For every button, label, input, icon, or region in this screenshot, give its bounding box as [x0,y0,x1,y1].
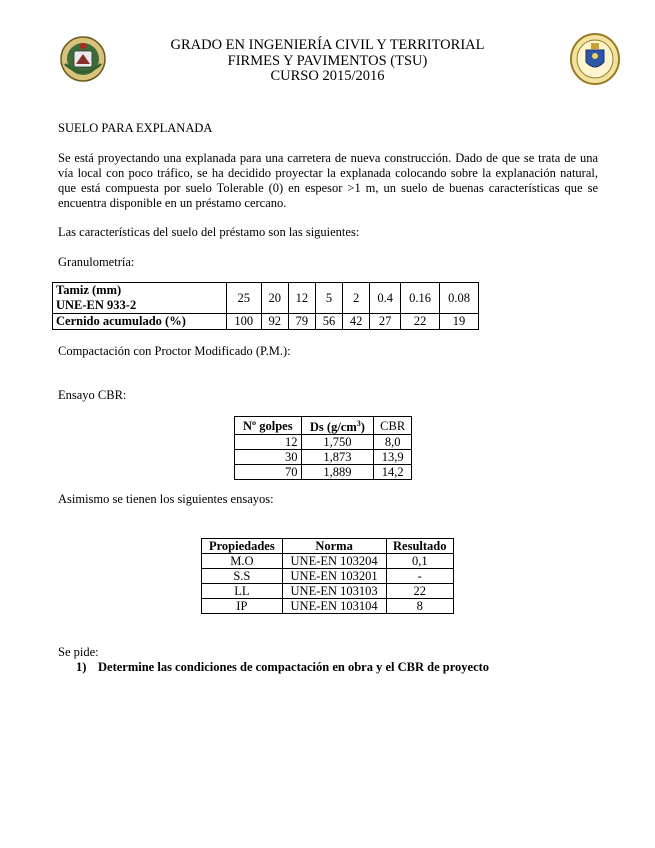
sieve-cell: 2 [343,283,370,314]
table-row [235,450,412,465]
sieve-standard-label: UNE-EN 933-2 [56,298,137,312]
property-cell: IP [202,599,283,614]
granulometry-table [52,282,479,330]
sieve-cell: 0.08 [440,283,479,314]
cbr-cell: 8,0 [374,435,412,450]
passing-cell: 56 [315,314,342,330]
table-row [202,584,454,599]
golpes-cell: 70 [235,465,302,480]
header-degree: GRADO EN INGENIERÍA CIVIL Y TERRITORIAL [170,37,485,53]
density-header-text: Ds (g/cm [309,420,357,435]
passing-cell: 42 [343,314,370,330]
sieve-cell: 12 [288,283,315,314]
table-row [202,569,454,584]
density-cell: 1,889 [301,465,374,480]
result-cell: 0,1 [386,554,453,569]
section-title: SUELO PARA EXPLANADA [58,121,213,135]
golpes-header: Nº golpes [235,417,302,435]
density-cell: 1,750 [301,435,374,450]
golpes-cell: 12 [235,435,302,450]
density-header-close: ) [360,420,365,435]
property-header: Propiedades [202,539,283,554]
task-item [76,660,489,675]
norma-cell: UNE-EN 103104 [282,599,386,614]
passing-cell: 79 [288,314,315,330]
passing-cell: 19 [440,314,479,330]
table-row [235,465,412,480]
intro-paragraph: Se está proyectando una explanada para una carretera de nueva construcción. Dado de que se trata de una vía local con poco tráfico, se ha decidido proyectar la explanada colocando sobre la explanación natural, que está compuesta por suelo Tolerable (0) en espesor >1 m, un suelo de buenas características que se encuentra disponible en un préstamo cercano. [58,151,598,210]
property-cell: LL [202,584,283,599]
cbr-table [234,416,412,480]
table-row [53,314,479,330]
cbr-cell: 14,2 [374,465,412,480]
passing-header-cell: Cernido acumulado (%) [53,314,227,330]
compaction-label: Compactación con Proctor Modificado (P.M.): [58,344,291,358]
golpes-cell: 30 [235,450,302,465]
result-cell: 8 [386,599,453,614]
header-course: FIRMES Y PAVIMENTOS (TSU) [227,52,428,69]
passing-cell: 27 [370,314,401,330]
passing-cell: 100 [226,314,261,330]
property-cell: S.S [202,569,283,584]
table-row [202,599,454,614]
passing-cell: 92 [261,314,288,330]
sieve-cell: 20 [261,283,288,314]
sieve-cell: 0.16 [401,283,440,314]
sieve-cell: 25 [226,283,261,314]
sieve-cell: 5 [315,283,342,314]
tests-label: Asimismo se tienen los siguientes ensayos: [58,492,274,506]
university-seal-logo [569,32,621,86]
norma-header: Norma [282,539,386,554]
cbr-label: Ensayo CBR: [58,388,127,402]
task-number: 1) [76,660,87,674]
table-row [235,417,412,435]
characteristics-intro: Las características del suelo del préstamo son las siguientes: [58,225,360,239]
passing-cell: 22 [401,314,440,330]
property-cell: M.O [202,554,283,569]
table-row [202,539,454,554]
header-year: CURSO 2015/2016 [270,68,385,84]
properties-table [201,538,454,614]
density-header-sup: 3 [356,419,361,428]
school-crest-logo [58,34,108,84]
granulometry-label: Granulometría: [58,255,135,269]
result-cell: - [386,569,453,584]
sieve-header-label: Tamiz (mm) [56,283,122,297]
sieve-header-cell [53,283,227,314]
norma-cell: UNE-EN 103103 [282,584,386,599]
density-cell: 1,873 [301,450,374,465]
result-cell: 22 [386,584,453,599]
norma-cell: UNE-EN 103201 [282,569,386,584]
table-row [235,435,412,450]
sieve-cell: 0.4 [370,283,401,314]
norma-cell: UNE-EN 103204 [282,554,386,569]
table-row [202,554,454,569]
density-header [301,417,374,435]
result-header: Resultado [386,539,453,554]
table-row [53,283,479,314]
cbr-cell: 13,9 [374,450,412,465]
document-header [120,38,535,85]
cbr-header: CBR [374,417,412,435]
ask-label: Se pide: [58,645,99,659]
task-text: Determine las condiciones de compactación en obra y el CBR de proyecto [98,660,490,674]
